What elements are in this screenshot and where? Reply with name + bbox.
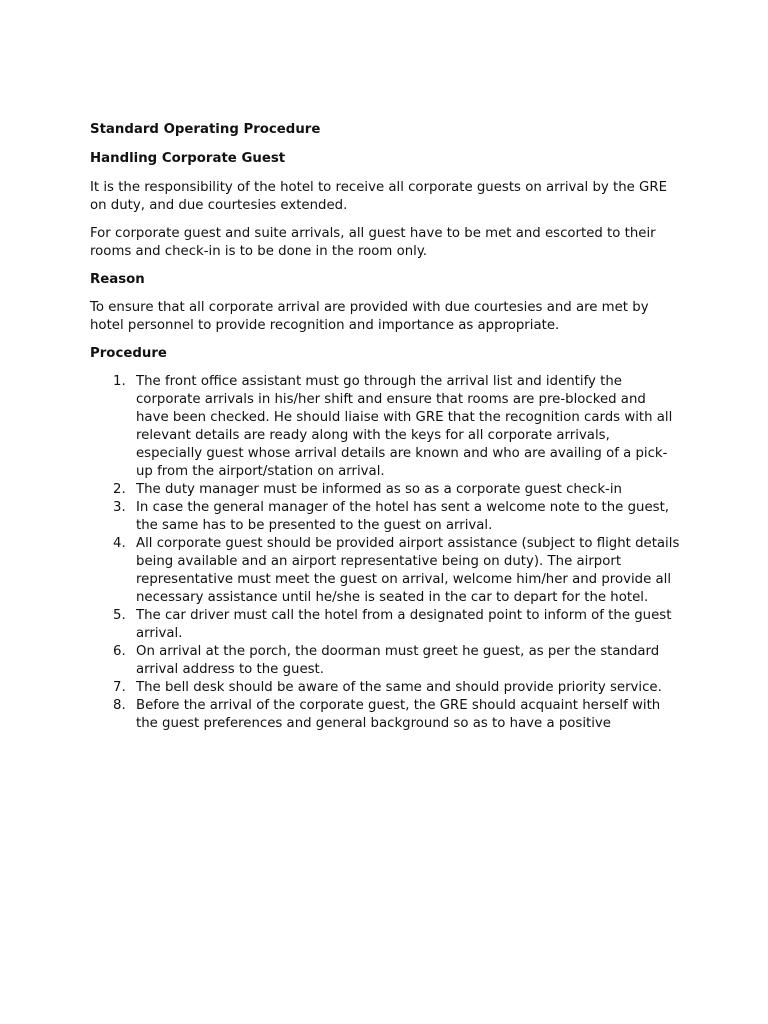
- intro-paragraph-2: For corporate guest and suite arrivals, all guest have to be met and escorted to their rooms and check-in is to be done in the room only.: [90, 226, 656, 259]
- list-item-text: The car driver must call the hotel from a designated point to inform of the guest arrival.: [136, 608, 672, 641]
- list-item-text: The duty manager must be informed as so as a corporate guest check-in: [136, 482, 622, 497]
- document-title: Standard Operating Procedure: [90, 122, 321, 137]
- list-item: [90, 535, 680, 607]
- list-item-text: The bell desk should be aware of the same and should provide priority service.: [136, 680, 662, 695]
- list-item-text: Before the arrival of the corporate guest, the GRE should acquaint herself with the guest preferences and general background so as to have a positive: [136, 698, 661, 731]
- list-item-text: All corporate guest should be provided airport assistance (subject to flight details being available and an airport representative being on duty). The airport representative must meet the guest on arrival, welcome him/her and provide all necessary assistance until he/she is seated in the car to depart for the hotel.: [136, 536, 680, 605]
- list-item-number: 4.: [113, 536, 126, 551]
- list-item: [90, 373, 680, 481]
- list-item: [90, 679, 680, 697]
- list-item-text: The front office assistant must go through the arrival list and identify the corporate arrivals in his/her shift and ensure that rooms are pre-blocked and have been checked. He should liaise with GRE that the recognition cards with all relevant details are ready along with the keys for all corporate arrivals, especially guest whose arrival details are known and who are availing of a pick-up from the airport/station on arrival.: [136, 374, 673, 479]
- list-item-number: 1.: [113, 374, 126, 389]
- list-item-number: 3.: [113, 500, 126, 515]
- list-item-number: 2.: [113, 482, 126, 497]
- document-page: [90, 121, 680, 733]
- document-subtitle: Handling Corporate Guest: [90, 151, 286, 166]
- reason-heading: Reason: [90, 272, 145, 287]
- procedure-heading: Procedure: [90, 346, 167, 361]
- list-item-number: 5.: [113, 608, 126, 623]
- list-item-number: 7.: [113, 680, 126, 695]
- list-item: [90, 499, 680, 535]
- reason-paragraph: To ensure that all corporate arrival are provided with due courtesies and are met by hotel personnel to provide recognition and importance as appropriate.: [90, 300, 649, 333]
- intro-paragraph-1: It is the responsibility of the hotel to receive all corporate guests on arrival by the GRE on duty, and due courtesies extended.: [90, 180, 667, 213]
- list-item-number: 6.: [113, 644, 126, 659]
- list-item: [90, 607, 680, 643]
- list-item: [90, 697, 680, 733]
- list-item: [90, 481, 680, 499]
- list-item-text: In case the general manager of the hotel has sent a welcome note to the guest, the same has to be presented to the guest on arrival.: [136, 500, 670, 533]
- list-item-text: On arrival at the porch, the doorman must greet he guest, as per the standard arrival address to the guest.: [136, 644, 660, 677]
- procedure-list: [90, 373, 680, 733]
- list-item-number: 8.: [113, 698, 126, 713]
- list-item: [90, 643, 680, 679]
